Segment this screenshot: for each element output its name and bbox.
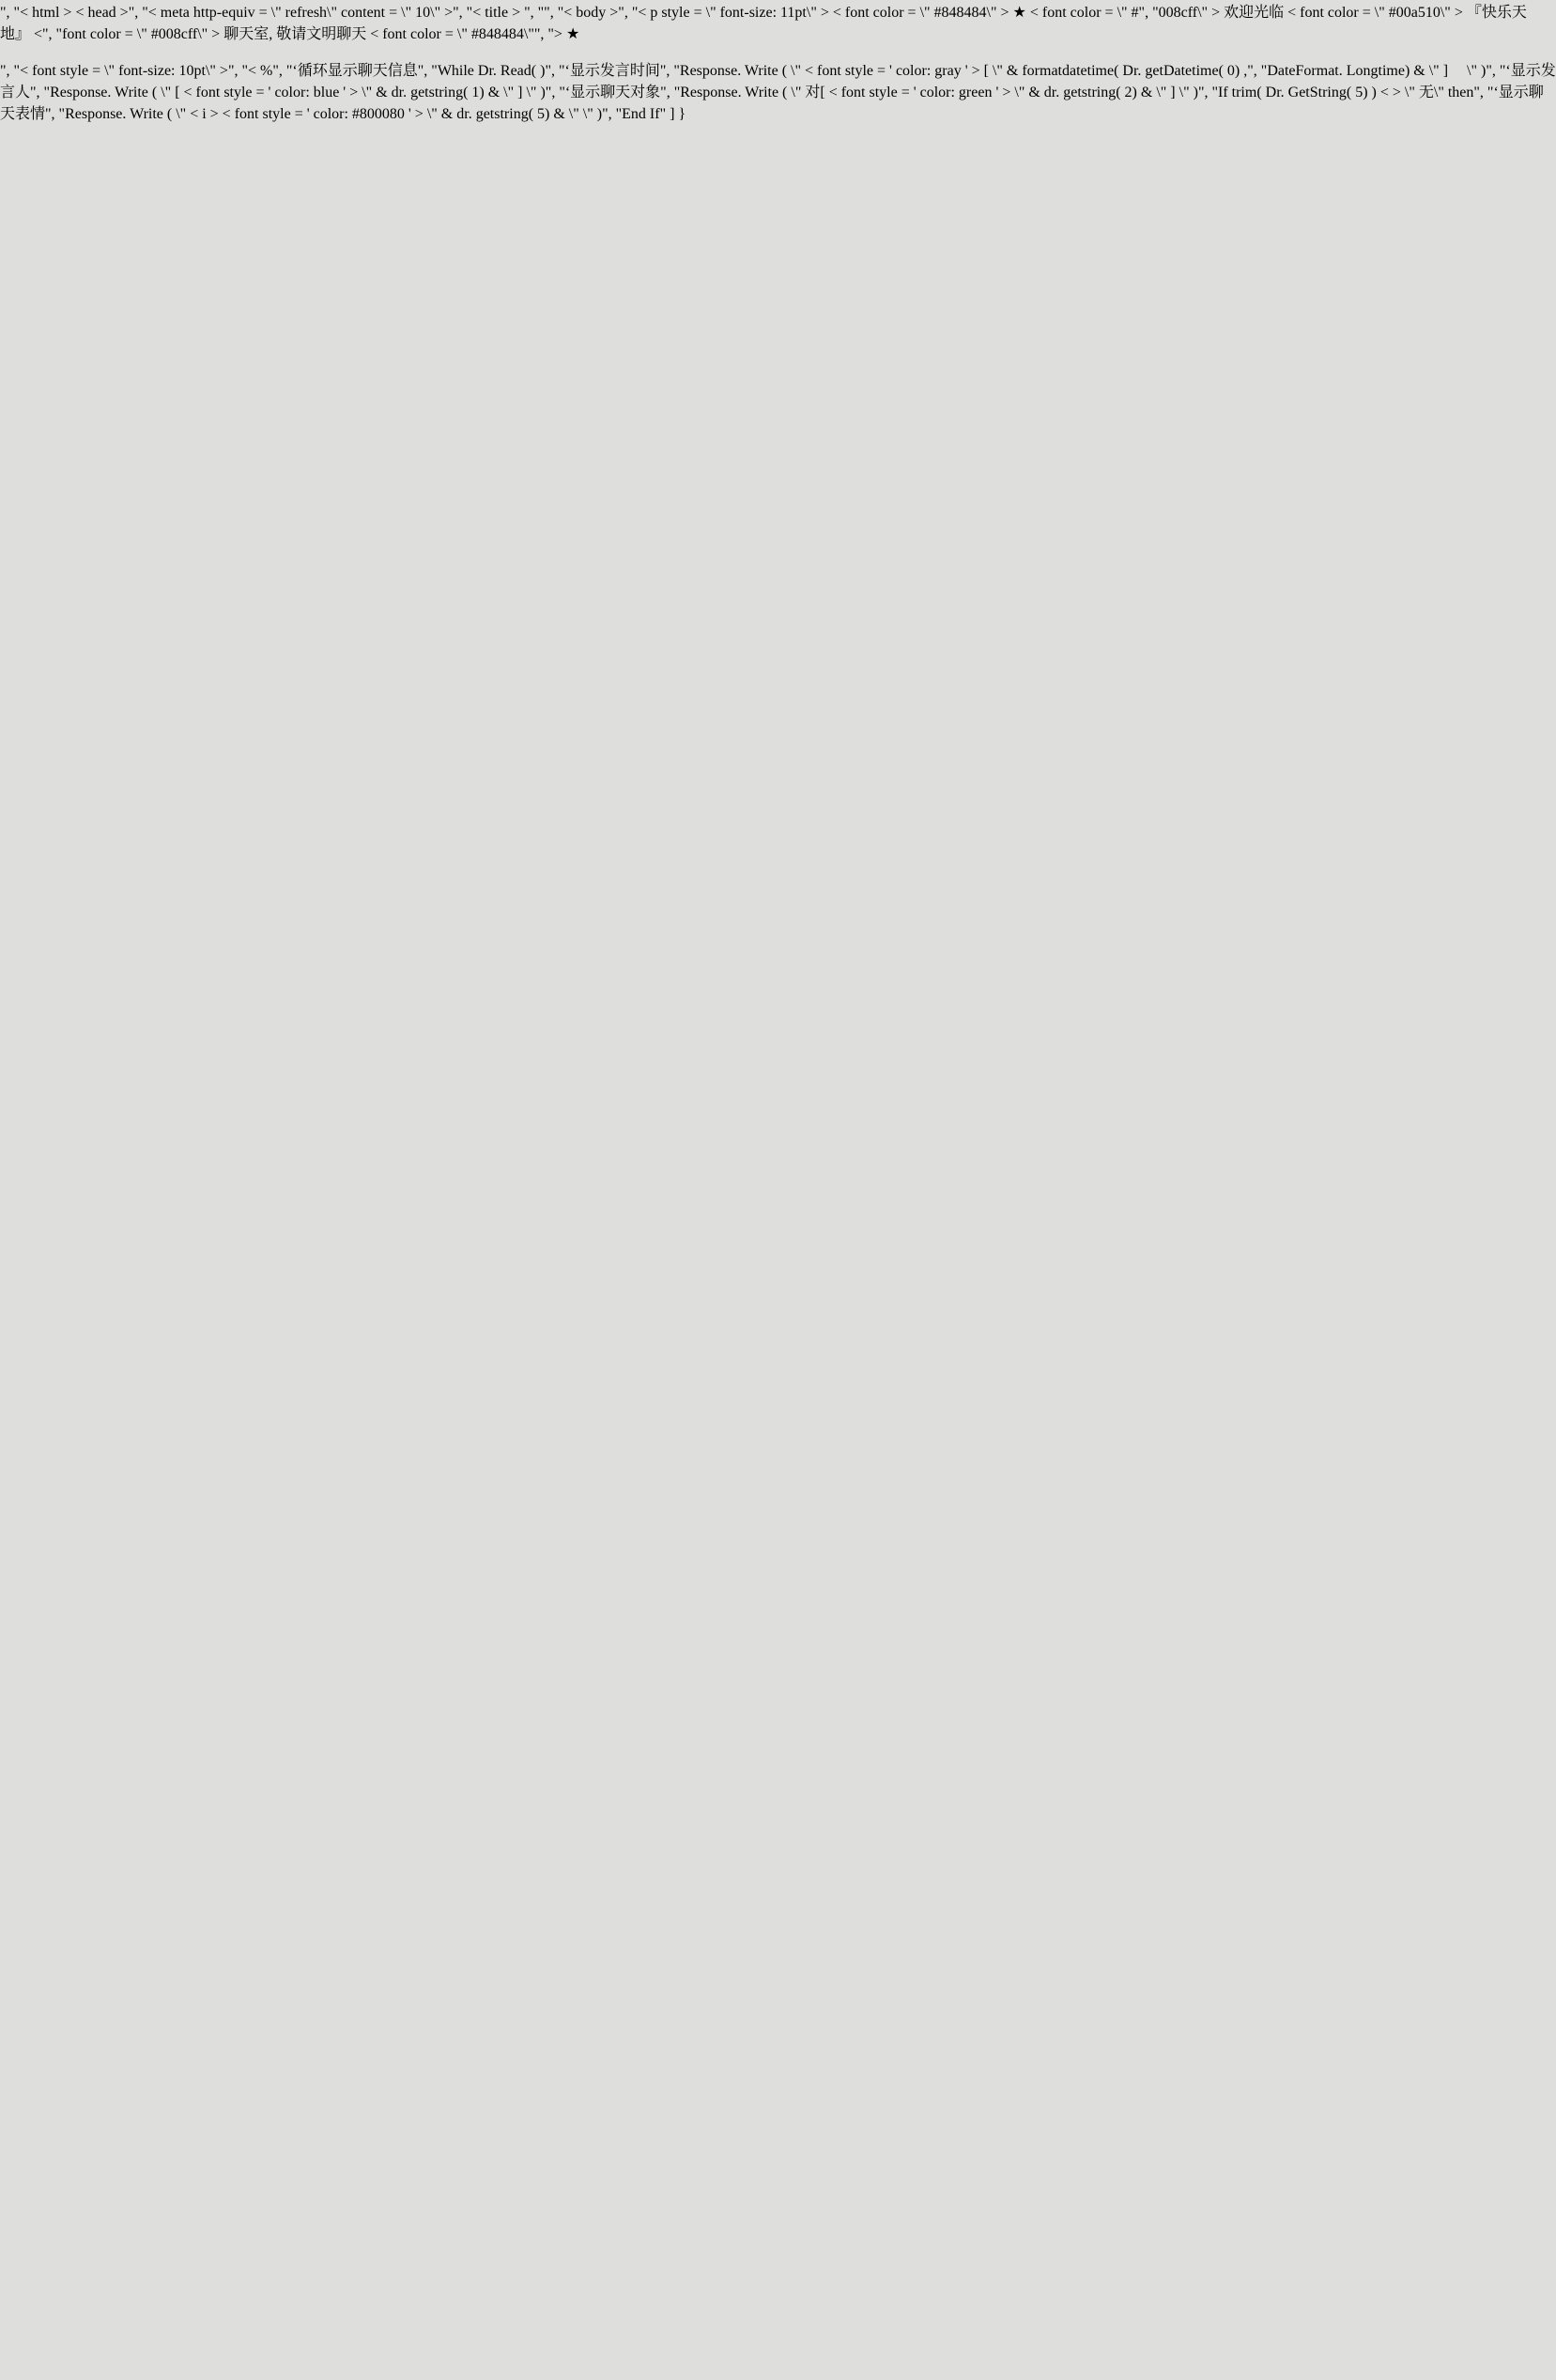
code-line	[0, 2016, 1556, 2072]
code-line	[83, 171, 1556, 227]
code-line	[8, 1400, 1556, 1457]
code-line	[39, 0, 1556, 45]
code-comment	[56, 1831, 1556, 1888]
code-line	[8, 847, 1556, 904]
code-line	[0, 1893, 1556, 1949]
code-line	[39, 724, 1556, 780]
code-line	[203, 2262, 1556, 2318]
code-line	[158, 1216, 1556, 1273]
code-comment	[2, 1523, 1556, 1580]
code-comment	[2, 1646, 1556, 1703]
code-line	[83, 662, 1556, 719]
code-line	[124, 2201, 1556, 2257]
code-line	[158, 1277, 1556, 1334]
code-comment	[2, 2139, 1556, 2195]
code-line	[39, 49, 1556, 105]
code-line	[8, 1154, 1556, 1211]
code-line	[0, 1585, 1556, 1642]
code-line	[83, 293, 1556, 349]
code-comment	[2, 1955, 1556, 2011]
code-line	[8, 785, 1556, 842]
code-line	[0, 1708, 1556, 1765]
code-comment	[83, 109, 1556, 165]
code-line	[152, 232, 1556, 288]
code-line	[173, 539, 1556, 595]
code-line	[8, 970, 1556, 1027]
code-line	[83, 355, 1556, 411]
code-line	[81, 1770, 1556, 1826]
code-line	[83, 478, 1556, 534]
code-comment	[83, 416, 1556, 472]
code-line	[8, 1031, 1556, 1088]
code-line	[8, 1093, 1556, 1150]
code-line	[83, 601, 1556, 657]
code-line	[169, 1339, 1556, 1396]
code-line	[81, 2324, 1556, 2380]
code-line	[8, 908, 1556, 965]
code-line	[8, 1462, 1556, 1519]
code-line	[81, 2078, 1556, 2134]
